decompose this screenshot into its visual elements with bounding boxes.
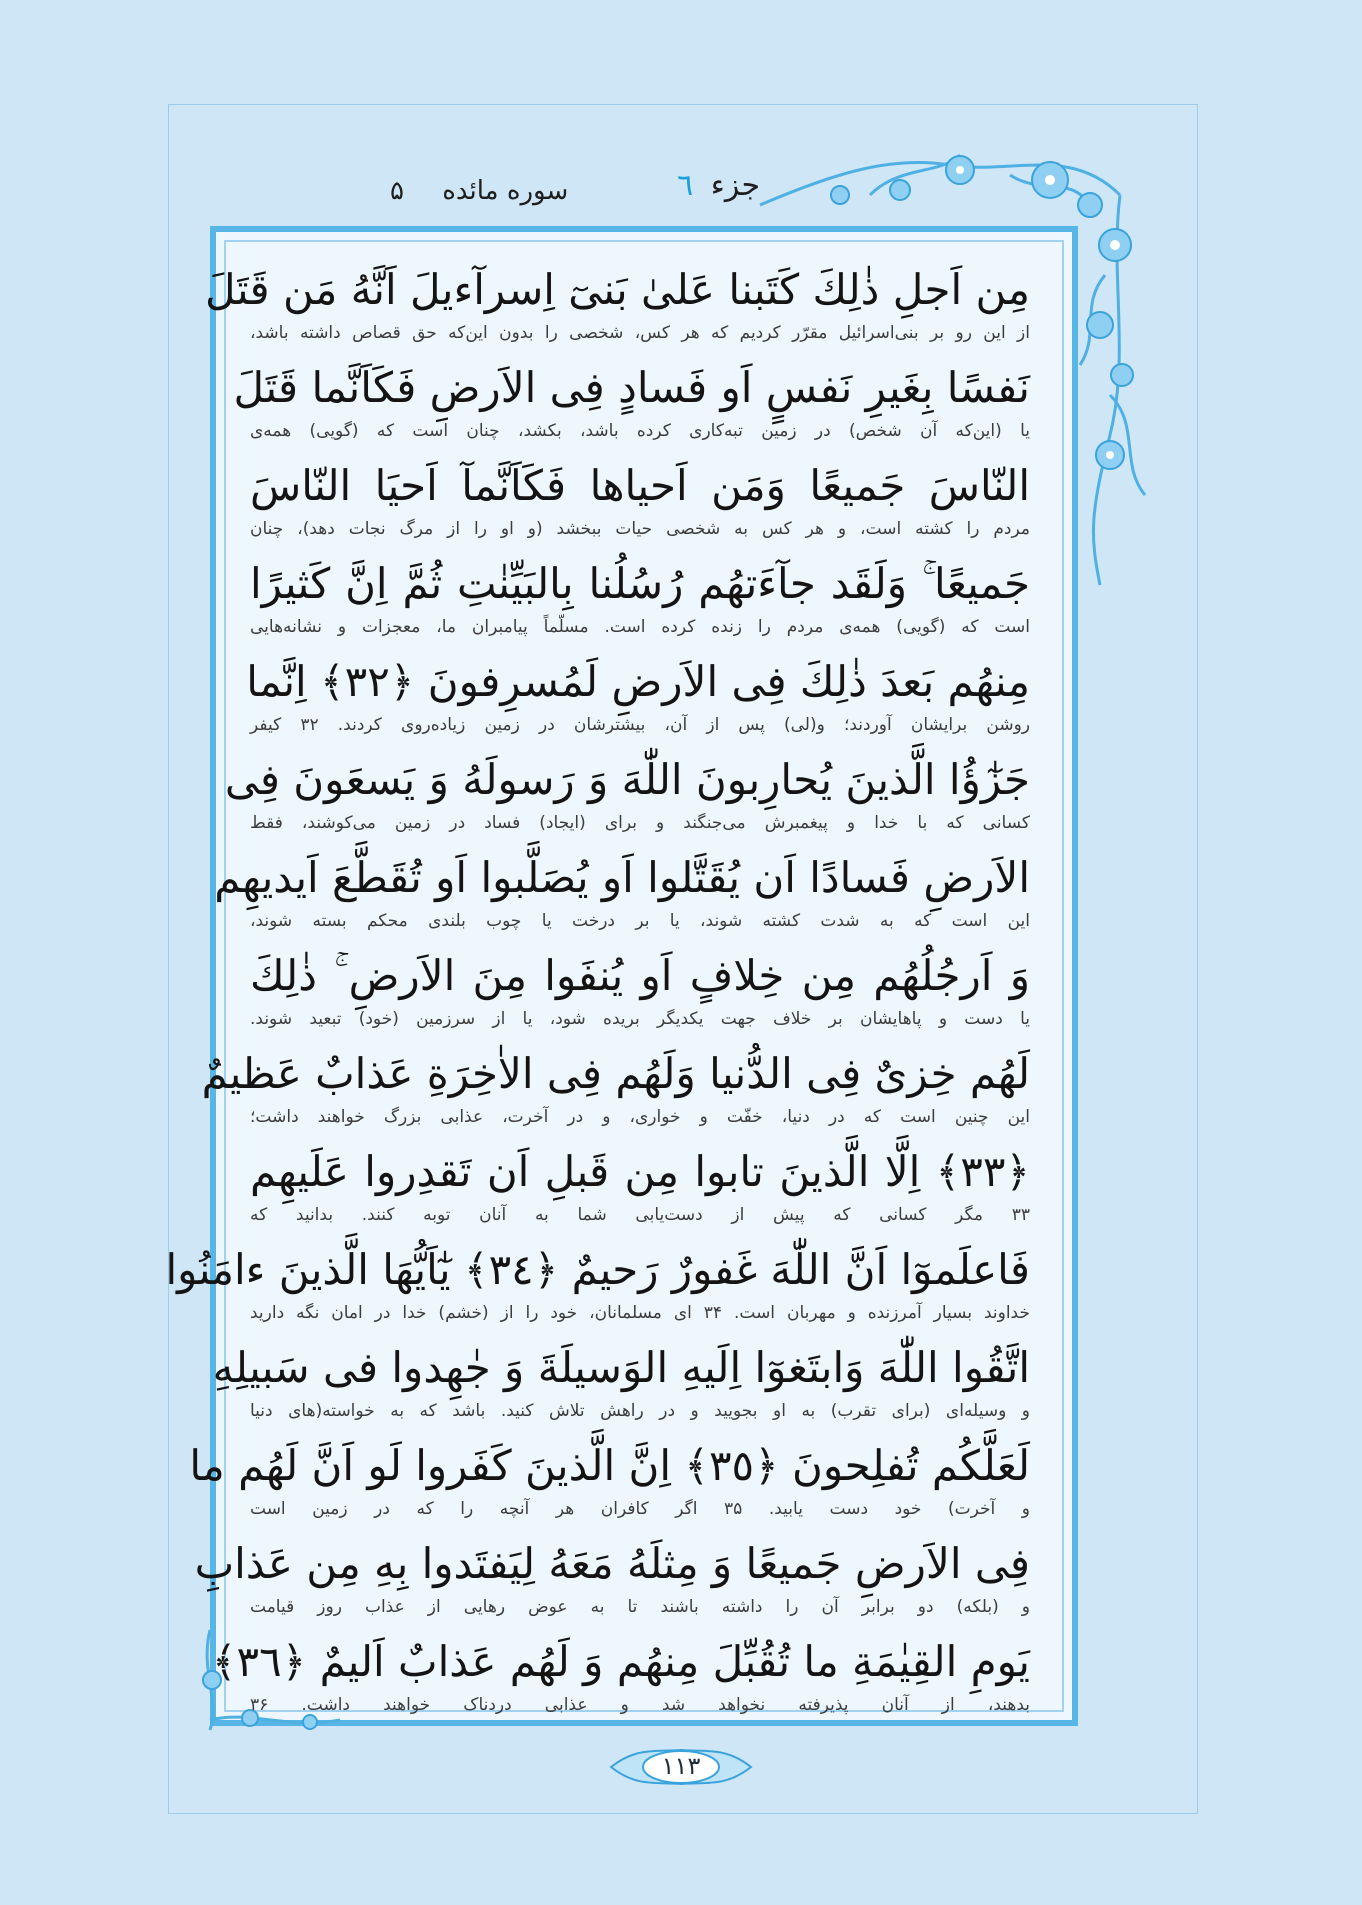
page-number: ۱۱۳ [661, 1752, 701, 1780]
persian-translation: و (بلکه) دو برابر آن را داشته باشند تا به عوض رهایی از عذاب روز قیامت [250, 1597, 1030, 1617]
arabic-text: النّاسَ جَميعًا وَمَن اَحياها فَكَاَنَّمآ اَحيَا النّاسَ [250, 461, 1030, 510]
juz-label: جزء [710, 168, 760, 203]
verse-line [211, 1634, 1030, 1732]
arabic-text: مِنهُم بَعدَ ذٰلِكَ فِى الاَرضِ لَمُسرِفونَ ﴿٣٢﴾ اِنَّما [246, 657, 1030, 706]
persian-translation: مردم را کشته است، و هر کس به شخصی حیات ببخشد (و او را از مرگ نجات دهد)، چنان [250, 519, 1030, 539]
arabic-text: جَزٰٓؤُا الَّذينَ يُحارِبونَ اللّٰهَ وَ رَسولَهُ وَ يَسعَونَ فِى [224, 755, 1030, 804]
persian-translation: و آخرت) خود دست یابید. ۳۵ اگر کافران هر آنچه را که در زمین است [250, 1499, 1030, 1519]
page-number-badge [606, 1742, 756, 1792]
persian-translation: ۳۳ مگر کسانی که پیش از دست‌یابی شما به آنان توبه کنند. بدانید که [250, 1205, 1030, 1225]
juz-number: ٦ [677, 168, 694, 203]
arabic-text: ﴿٣٣﴾ اِلَّا الَّذينَ تابوا مِن قَبلِ اَن تَقدِروا عَلَيهِم [250, 1147, 1030, 1196]
juz-indicator [677, 168, 760, 203]
verse-line [224, 752, 1030, 850]
persian-translation: یا دست و پاهایشان بر خلاف جهت یکدیگر بریده شود، یا از سرزمین (خود) تبعید شوند. [250, 1009, 1030, 1029]
verse-line [250, 458, 1030, 556]
verse-line [250, 1144, 1030, 1242]
verse-line [165, 1242, 1030, 1340]
arabic-text: وَ اَرجُلُهُم مِن خِلافٍ اَو يُنفَوا مِنَ الاَرضِ ۚ ذٰلِكَ [250, 951, 1030, 1000]
arabic-text: نَفسًا بِغَيرِ نَفسٍ اَو فَسادٍ فِى الاَرضِ فَكَاَنَّما قَتَلَ [233, 363, 1030, 412]
arabic-text: فَاعلَموٓا اَنَّ اللّٰهَ غَفورٌ رَحيمٌ ﴿٣٤﴾ يٰٓاَيُّهَا الَّذينَ ءامَنُوا [165, 1245, 1030, 1294]
verse-line [194, 1536, 1030, 1634]
arabic-text: مِن اَجلِ ذٰلِكَ كَتَبنا عَلىٰ بَنىٓ اِسرآءيلَ اَنَّهُ مَن قَتَلَ [205, 265, 1030, 314]
persian-translation: و وسیله‌ای (برای تقرب) به او بجویید و در راهش تلاش کنید. باشد که به خواسته(های دنیا [250, 1401, 1030, 1421]
persian-translation: این چنین است که در دنیا، خفّت و خواری، و در آخرت، عذابی بزرگ خواهند داشت؛ [250, 1107, 1030, 1127]
verse-line [205, 262, 1030, 360]
surah-number: ۵ [390, 176, 404, 206]
verse-lines [165, 262, 1031, 1732]
verse-line [233, 360, 1030, 458]
arabic-text: فِى الاَرضِ جَميعًا وَ مِثلَهُ مَعَهُ لِيَفتَدوا بِهِ مِن عَذابِ [194, 1539, 1030, 1588]
verse-line [250, 556, 1030, 654]
arabic-text: جَميعًا ۚ وَلَقَد جآءَتهُم رُسُلُنا بِالبَيِّنٰتِ ثُمَّ اِنَّ كَثيرًا [250, 559, 1030, 608]
persian-translation: خداوند بسیار آمرزنده و مهربان است. ۳۴ ای مسلمانان، خود را از (خشم) خدا در امان نگه دارید [250, 1303, 1030, 1323]
verse-line [201, 1046, 1030, 1144]
persian-translation: بدهند، از آنان پذیرفته نخواهد شد و عذابی دردناک خواهند داشت. ۳۶ [250, 1695, 1030, 1715]
verse-line [250, 948, 1030, 1046]
arabic-text: يَومِ القِيٰمَةِ ما تُقُبِّلَ مِنهُم وَ لَهُم عَذابٌ اَليمٌ ﴿٣٦﴾ [211, 1637, 1030, 1686]
verse-line [214, 850, 1030, 948]
persian-translation: روشن برایشان آوردند؛ و(لی) پس از آن، بیشترشان در زمین زیاده‌روی کردند. ۳۲ کیفر [250, 715, 1031, 735]
verse-line [212, 1340, 1030, 1438]
arabic-text: لَهُم خِزىٌ فِى الدُّنيا وَلَهُم فِى الاٰخِرَةِ عَذابٌ عَظيمٌ [201, 1049, 1030, 1098]
persian-translation: کسانی که با خدا و پیغمبرش می‌جنگند و برای (ایجاد) فساد در زمین می‌کوشند، فقط [250, 813, 1030, 833]
arabic-text: لَعَلَّكُم تُفلِحونَ ﴿٣٥﴾ اِنَّ الَّذينَ كَفَروا لَو اَنَّ لَهُم ما [189, 1441, 1030, 1490]
surah-indicator [390, 176, 568, 206]
verse-line [246, 654, 1031, 752]
persian-translation: است که (گویی) همه‌ی مردم را زنده کرده است. مسلّماً پیامبران ما، معجزات و نشانه‌هایی [250, 617, 1030, 637]
surah-label: سوره مائده [442, 176, 569, 206]
arabic-text: الاَرضِ فَسادًا اَن يُقَتَّلوا اَو يُصَلَّبوا اَو تُقَطَّعَ اَيديهِم [214, 853, 1030, 902]
verse-line [189, 1438, 1030, 1536]
persian-translation: یا (این‌که آن شخص) در زمین تبه‌کاری کرده باشد، بکشد، چنان است که (گویی) همه‌ی [250, 421, 1030, 441]
page-header [390, 168, 760, 208]
persian-translation: این است که به شدت کشته شوند، یا بر درخت یا چوب بلندی محکم بسته شوند، [250, 911, 1030, 931]
arabic-text: اتَّقُوا اللّٰهَ وَابتَغوٓا اِلَيهِ الوَسيلَةَ وَ جٰهِدوا فى سَبيلِهِ [212, 1343, 1030, 1392]
persian-translation: از این رو بر بنی‌اسرائیل مقرّر کردیم که هر کس، شخصی را بدون این‌که حق قصاص داشته باشد، [250, 323, 1030, 343]
